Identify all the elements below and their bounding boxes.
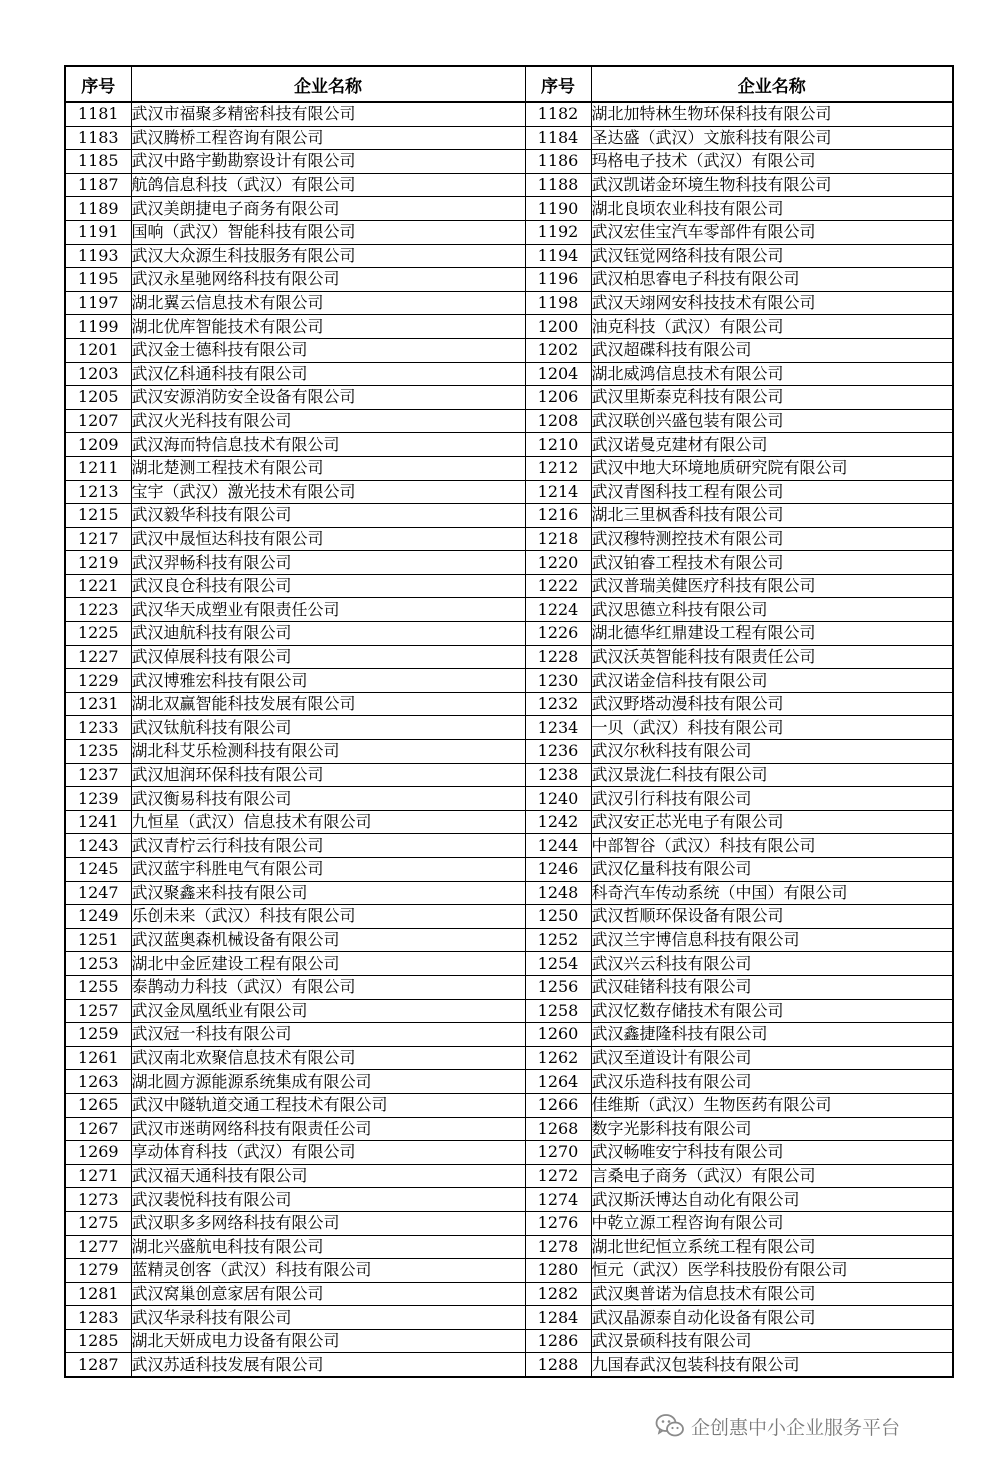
row-seq-left: 1193 (65, 244, 131, 268)
row-seq-right: 1288 (525, 1353, 591, 1377)
row-seq-left: 1259 (65, 1023, 131, 1047)
row-company-right: 武汉柏思睿电子科技有限公司 (591, 268, 953, 292)
row-seq-left: 1245 (65, 858, 131, 882)
row-seq-left: 1249 (65, 905, 131, 929)
wechat-icon (655, 1413, 685, 1439)
row-seq-left: 1233 (65, 716, 131, 740)
row-seq-right: 1244 (525, 834, 591, 858)
row-company-left: 武汉毅华科技有限公司 (131, 504, 525, 528)
row-seq-right: 1198 (525, 291, 591, 315)
row-seq-left: 1199 (65, 315, 131, 339)
row-company-right: 恒元（武汉）医学科技股份有限公司 (591, 1259, 953, 1283)
row-seq-right: 1234 (525, 716, 591, 740)
row-seq-left: 1237 (65, 763, 131, 787)
row-company-right: 一贝（武汉）科技有限公司 (591, 716, 953, 740)
row-company-left: 享动体育科技（武汉）有限公司 (131, 1141, 525, 1165)
row-company-right: 武汉晶源泰自动化设备有限公司 (591, 1306, 953, 1330)
table-header-row (65, 66, 953, 102)
row-seq-left: 1247 (65, 881, 131, 905)
table-row (65, 1282, 953, 1306)
row-seq-right: 1232 (525, 692, 591, 716)
table-row (65, 1164, 953, 1188)
table-row (65, 268, 953, 292)
row-company-right: 武汉普瑞美健医疗科技有限公司 (591, 574, 953, 598)
row-company-right: 武汉畅唯安宁科技有限公司 (591, 1141, 953, 1165)
row-company-right: 武汉安正芯光电子有限公司 (591, 810, 953, 834)
table-row (65, 291, 953, 315)
row-seq-right: 1224 (525, 598, 591, 622)
row-seq-right: 1184 (525, 126, 591, 150)
row-company-right: 武汉哲顺环保设备有限公司 (591, 905, 953, 929)
row-seq-left: 1267 (65, 1117, 131, 1141)
row-seq-left: 1269 (65, 1141, 131, 1165)
row-seq-left: 1207 (65, 409, 131, 433)
table-row (65, 220, 953, 244)
company-list-table (64, 65, 954, 1378)
row-company-right: 科奇汽车传动系统（中国）有限公司 (591, 881, 953, 905)
row-company-left: 武汉美朗捷电子商务有限公司 (131, 197, 525, 221)
table-row (65, 858, 953, 882)
row-seq-left: 1281 (65, 1282, 131, 1306)
row-seq-right: 1202 (525, 338, 591, 362)
row-company-left: 武汉腾桥工程咨询有限公司 (131, 126, 525, 150)
row-company-left: 武汉金凤凰纸业有限公司 (131, 999, 525, 1023)
row-company-right: 武汉引行科技有限公司 (591, 787, 953, 811)
row-company-right: 佳维斯（武汉）生物医药有限公司 (591, 1093, 953, 1117)
row-seq-right: 1194 (525, 244, 591, 268)
table-row (65, 881, 953, 905)
row-seq-right: 1196 (525, 268, 591, 292)
row-seq-left: 1223 (65, 598, 131, 622)
table-row (65, 716, 953, 740)
row-seq-right: 1210 (525, 433, 591, 457)
row-seq-right: 1192 (525, 220, 591, 244)
row-company-left: 武汉裴悦科技有限公司 (131, 1188, 525, 1212)
table-row (65, 810, 953, 834)
row-company-left: 湖北兴盛航电科技有限公司 (131, 1235, 525, 1259)
row-seq-left: 1287 (65, 1353, 131, 1377)
row-company-right: 玛格电子技术（武汉）有限公司 (591, 150, 953, 174)
table-row (65, 834, 953, 858)
row-seq-left: 1201 (65, 338, 131, 362)
row-seq-right: 1250 (525, 905, 591, 929)
row-company-right: 武汉奥普诺为信息技术有限公司 (591, 1282, 953, 1306)
row-seq-left: 1239 (65, 787, 131, 811)
row-company-right: 武汉景泷仁科技有限公司 (591, 763, 953, 787)
row-seq-right: 1274 (525, 1188, 591, 1212)
row-company-right: 湖北加特林生物环保科技有限公司 (591, 102, 953, 126)
row-seq-left: 1257 (65, 999, 131, 1023)
row-company-right: 中乾立源工程咨询有限公司 (591, 1211, 953, 1235)
row-seq-left: 1283 (65, 1306, 131, 1330)
row-seq-right: 1270 (525, 1141, 591, 1165)
row-seq-left: 1255 (65, 975, 131, 999)
row-company-left: 国响（武汉）智能科技有限公司 (131, 220, 525, 244)
row-company-left: 武汉大众源生科技服务有限公司 (131, 244, 525, 268)
row-company-left: 武汉职多多网络科技有限公司 (131, 1211, 525, 1235)
table-row (65, 1023, 953, 1047)
row-seq-left: 1277 (65, 1235, 131, 1259)
table-row (65, 598, 953, 622)
table-row (65, 999, 953, 1023)
table-row (65, 173, 953, 197)
row-company-left: 湖北圆方源能源系统集成有限公司 (131, 1070, 525, 1094)
row-seq-right: 1262 (525, 1046, 591, 1070)
row-company-left: 武汉钛航科技有限公司 (131, 716, 525, 740)
table-row (65, 1188, 953, 1212)
row-seq-right: 1264 (525, 1070, 591, 1094)
row-company-right: 湖北德华红鼎建设工程有限公司 (591, 622, 953, 646)
header-seq-right: 序号 (525, 66, 591, 102)
row-seq-right: 1190 (525, 197, 591, 221)
table-row (65, 787, 953, 811)
row-company-right: 武汉兰宇博信息科技有限公司 (591, 928, 953, 952)
row-seq-left: 1185 (65, 150, 131, 174)
row-company-left: 湖北天妍成电力设备有限公司 (131, 1329, 525, 1353)
row-seq-right: 1228 (525, 645, 591, 669)
row-company-right: 武汉斯沃博达自动化有限公司 (591, 1188, 953, 1212)
row-seq-right: 1238 (525, 763, 591, 787)
row-seq-left: 1227 (65, 645, 131, 669)
row-seq-right: 1272 (525, 1164, 591, 1188)
row-company-left: 武汉市迷萌网络科技有限责任公司 (131, 1117, 525, 1141)
row-company-right: 武汉钰觉网络科技有限公司 (591, 244, 953, 268)
table-row (65, 315, 953, 339)
row-company-right: 圣达盛（武汉）文旅科技有限公司 (591, 126, 953, 150)
row-seq-left: 1183 (65, 126, 131, 150)
row-seq-right: 1182 (525, 102, 591, 126)
row-company-left: 武汉南北欢聚信息技术有限公司 (131, 1046, 525, 1070)
row-seq-left: 1189 (65, 197, 131, 221)
row-seq-left: 1211 (65, 456, 131, 480)
row-seq-right: 1278 (525, 1235, 591, 1259)
table-row (65, 645, 953, 669)
row-company-right: 湖北三里枫香科技有限公司 (591, 504, 953, 528)
row-seq-left: 1213 (65, 480, 131, 504)
table-row (65, 905, 953, 929)
row-company-right: 武汉尔秋科技有限公司 (591, 740, 953, 764)
row-company-right: 武汉硅锗科技有限公司 (591, 975, 953, 999)
table-row (65, 126, 953, 150)
row-company-left: 湖北优库智能技术有限公司 (131, 315, 525, 339)
row-company-right: 武汉铂睿工程技术有限公司 (591, 551, 953, 575)
table-row (65, 928, 953, 952)
row-company-left: 武汉中晟恒达科技有限公司 (131, 527, 525, 551)
table-row (65, 362, 953, 386)
row-seq-right: 1276 (525, 1211, 591, 1235)
row-seq-right: 1216 (525, 504, 591, 528)
table-row (65, 740, 953, 764)
row-company-right: 数字光影科技有限公司 (591, 1117, 953, 1141)
row-company-left: 武汉市福聚多精密科技有限公司 (131, 102, 525, 126)
row-company-right: 武汉诺曼克建材有限公司 (591, 433, 953, 457)
table-row (65, 1306, 953, 1330)
row-seq-left: 1219 (65, 551, 131, 575)
footer-watermark (655, 1411, 900, 1441)
row-seq-right: 1226 (525, 622, 591, 646)
row-company-left: 武汉羿畅科技有限公司 (131, 551, 525, 575)
row-company-right: 湖北良顷农业科技有限公司 (591, 197, 953, 221)
table-row (65, 527, 953, 551)
row-seq-right: 1188 (525, 173, 591, 197)
row-seq-left: 1263 (65, 1070, 131, 1094)
row-company-left: 武汉安源消防安全设备有限公司 (131, 386, 525, 410)
row-seq-left: 1271 (65, 1164, 131, 1188)
row-seq-left: 1187 (65, 173, 131, 197)
row-company-right: 武汉宏佳宝汽车零部件有限公司 (591, 220, 953, 244)
row-seq-left: 1197 (65, 291, 131, 315)
row-company-left: 武汉福天通科技有限公司 (131, 1164, 525, 1188)
row-company-left: 武汉永星驰网络科技有限公司 (131, 268, 525, 292)
row-company-right: 武汉青图科技工程有限公司 (591, 480, 953, 504)
table-row (65, 551, 953, 575)
row-seq-right: 1254 (525, 952, 591, 976)
row-seq-left: 1253 (65, 952, 131, 976)
header-seq-left: 序号 (65, 66, 131, 102)
row-seq-right: 1208 (525, 409, 591, 433)
row-seq-right: 1240 (525, 787, 591, 811)
table-row (65, 1235, 953, 1259)
row-company-left: 武汉中路宇勤勘察设计有限公司 (131, 150, 525, 174)
row-seq-right: 1256 (525, 975, 591, 999)
row-company-left: 武汉火光科技有限公司 (131, 409, 525, 433)
table-row (65, 197, 953, 221)
row-company-right: 武汉穆特测控技术有限公司 (591, 527, 953, 551)
row-company-left: 武汉蓝奥森机械设备有限公司 (131, 928, 525, 952)
row-company-left: 武汉倬展科技有限公司 (131, 645, 525, 669)
row-company-right: 武汉乐造科技有限公司 (591, 1070, 953, 1094)
table-row (65, 480, 953, 504)
row-seq-right: 1222 (525, 574, 591, 598)
row-seq-right: 1248 (525, 881, 591, 905)
row-company-right: 武汉野塔动漫科技有限公司 (591, 692, 953, 716)
row-company-right: 武汉沃英智能科技有限责任公司 (591, 645, 953, 669)
row-company-right: 武汉天翊网安科技技术有限公司 (591, 291, 953, 315)
row-company-right: 言桑电子商务（武汉）有限公司 (591, 1164, 953, 1188)
row-seq-right: 1206 (525, 386, 591, 410)
row-company-right: 武汉鑫捷隆科技有限公司 (591, 1023, 953, 1047)
row-seq-left: 1235 (65, 740, 131, 764)
row-seq-left: 1195 (65, 268, 131, 292)
row-company-left: 武汉聚鑫来科技有限公司 (131, 881, 525, 905)
row-company-right: 武汉中地大环境地质研究院有限公司 (591, 456, 953, 480)
row-company-left: 武汉迪航科技有限公司 (131, 622, 525, 646)
row-seq-right: 1284 (525, 1306, 591, 1330)
row-seq-left: 1209 (65, 433, 131, 457)
table-row (65, 669, 953, 693)
row-seq-left: 1285 (65, 1329, 131, 1353)
table-row (65, 574, 953, 598)
row-company-left: 武汉冠一科技有限公司 (131, 1023, 525, 1047)
row-seq-left: 1273 (65, 1188, 131, 1212)
row-company-left: 武汉蓝宇科胜电气有限公司 (131, 858, 525, 882)
table-row (65, 456, 953, 480)
row-company-left: 武汉衡易科技有限公司 (131, 787, 525, 811)
header-name-right: 企业名称 (591, 66, 953, 102)
row-seq-right: 1280 (525, 1259, 591, 1283)
row-seq-left: 1217 (65, 527, 131, 551)
header-name-left: 企业名称 (131, 66, 525, 102)
row-seq-right: 1218 (525, 527, 591, 551)
table-row (65, 338, 953, 362)
row-company-right: 武汉亿量科技有限公司 (591, 858, 953, 882)
row-seq-left: 1231 (65, 692, 131, 716)
row-company-right: 武汉里斯泰克科技有限公司 (591, 386, 953, 410)
row-company-right: 武汉至道设计有限公司 (591, 1046, 953, 1070)
row-seq-left: 1251 (65, 928, 131, 952)
row-company-left: 武汉海而特信息技术有限公司 (131, 433, 525, 457)
row-seq-right: 1258 (525, 999, 591, 1023)
table-row (65, 1093, 953, 1117)
row-company-left: 武汉窝巢创意家居有限公司 (131, 1282, 525, 1306)
row-company-left: 泰鹊动力科技（武汉）有限公司 (131, 975, 525, 999)
row-company-right: 油克科技（武汉）有限公司 (591, 315, 953, 339)
table-row (65, 150, 953, 174)
row-seq-right: 1286 (525, 1329, 591, 1353)
row-seq-right: 1242 (525, 810, 591, 834)
row-company-left: 航鸽信息科技（武汉）有限公司 (131, 173, 525, 197)
row-company-left: 武汉博雅宏科技有限公司 (131, 669, 525, 693)
row-company-left: 武汉金士德科技有限公司 (131, 338, 525, 362)
row-company-left: 蓝精灵创客（武汉）科技有限公司 (131, 1259, 525, 1283)
row-seq-left: 1181 (65, 102, 131, 126)
row-seq-left: 1265 (65, 1093, 131, 1117)
table-row (65, 1211, 953, 1235)
row-seq-right: 1214 (525, 480, 591, 504)
row-seq-left: 1203 (65, 362, 131, 386)
row-company-left: 武汉青柠云行科技有限公司 (131, 834, 525, 858)
row-seq-left: 1241 (65, 810, 131, 834)
row-seq-right: 1204 (525, 362, 591, 386)
row-company-left: 九恒星（武汉）信息技术有限公司 (131, 810, 525, 834)
table-row (65, 1259, 953, 1283)
row-company-left: 武汉中隧轨道交通工程技术有限公司 (131, 1093, 525, 1117)
row-company-left: 湖北中金匠建设工程有限公司 (131, 952, 525, 976)
row-seq-left: 1275 (65, 1211, 131, 1235)
table-row (65, 386, 953, 410)
row-seq-right: 1200 (525, 315, 591, 339)
row-company-right: 九国春武汉包装科技有限公司 (591, 1353, 953, 1377)
row-seq-left: 1191 (65, 220, 131, 244)
row-company-left: 武汉华天成塑业有限责任公司 (131, 598, 525, 622)
row-company-right: 湖北威鸿信息技术有限公司 (591, 362, 953, 386)
row-company-right: 武汉忆数存储技术有限公司 (591, 999, 953, 1023)
row-seq-right: 1252 (525, 928, 591, 952)
row-company-left: 武汉苏适科技发展有限公司 (131, 1353, 525, 1377)
row-company-left: 湖北双赢智能科技发展有限公司 (131, 692, 525, 716)
row-company-left: 湖北科艾乐检测科技有限公司 (131, 740, 525, 764)
row-seq-left: 1225 (65, 622, 131, 646)
footer-text: 企创惠中小企业服务平台 (691, 1416, 901, 1439)
row-company-right: 武汉景硕科技有限公司 (591, 1329, 953, 1353)
row-company-left: 湖北楚测工程技术有限公司 (131, 456, 525, 480)
row-seq-right: 1236 (525, 740, 591, 764)
row-company-left: 宝宇（武汉）激光技术有限公司 (131, 480, 525, 504)
row-company-right: 湖北世纪恒立系统工程有限公司 (591, 1235, 953, 1259)
table-row (65, 504, 953, 528)
row-company-left: 乐创未来（武汉）科技有限公司 (131, 905, 525, 929)
row-seq-right: 1260 (525, 1023, 591, 1047)
row-seq-right: 1246 (525, 858, 591, 882)
row-company-right: 武汉思德立科技有限公司 (591, 598, 953, 622)
row-company-left: 湖北翼云信息技术有限公司 (131, 291, 525, 315)
table-row (65, 433, 953, 457)
table-row (65, 1353, 953, 1377)
row-seq-left: 1229 (65, 669, 131, 693)
row-seq-left: 1221 (65, 574, 131, 598)
table-row (65, 409, 953, 433)
row-company-right: 武汉诺金信科技有限公司 (591, 669, 953, 693)
table-row (65, 763, 953, 787)
table-row (65, 1329, 953, 1353)
table-row (65, 244, 953, 268)
row-company-left: 武汉良仓科技有限公司 (131, 574, 525, 598)
row-seq-left: 1205 (65, 386, 131, 410)
row-seq-left: 1261 (65, 1046, 131, 1070)
row-seq-left: 1243 (65, 834, 131, 858)
table-row (65, 1046, 953, 1070)
row-seq-right: 1282 (525, 1282, 591, 1306)
table-row (65, 622, 953, 646)
row-seq-left: 1215 (65, 504, 131, 528)
row-company-left: 武汉旭润环保科技有限公司 (131, 763, 525, 787)
table-row (65, 692, 953, 716)
table-row (65, 1141, 953, 1165)
row-company-right: 武汉联创兴盛包装有限公司 (591, 409, 953, 433)
row-seq-right: 1220 (525, 551, 591, 575)
row-seq-right: 1268 (525, 1117, 591, 1141)
row-seq-right: 1266 (525, 1093, 591, 1117)
row-company-right: 中部智谷（武汉）科技有限公司 (591, 834, 953, 858)
row-company-right: 武汉超碟科技有限公司 (591, 338, 953, 362)
table-row (65, 952, 953, 976)
row-company-left: 武汉华录科技有限公司 (131, 1306, 525, 1330)
row-seq-left: 1279 (65, 1259, 131, 1283)
row-company-right: 武汉凯诺金环境生物科技有限公司 (591, 173, 953, 197)
table-row (65, 975, 953, 999)
row-seq-right: 1186 (525, 150, 591, 174)
row-company-right: 武汉兴云科技有限公司 (591, 952, 953, 976)
table-row (65, 102, 953, 126)
row-seq-right: 1212 (525, 456, 591, 480)
table-row (65, 1070, 953, 1094)
table-row (65, 1117, 953, 1141)
row-company-left: 武汉亿科通科技有限公司 (131, 362, 525, 386)
row-seq-right: 1230 (525, 669, 591, 693)
